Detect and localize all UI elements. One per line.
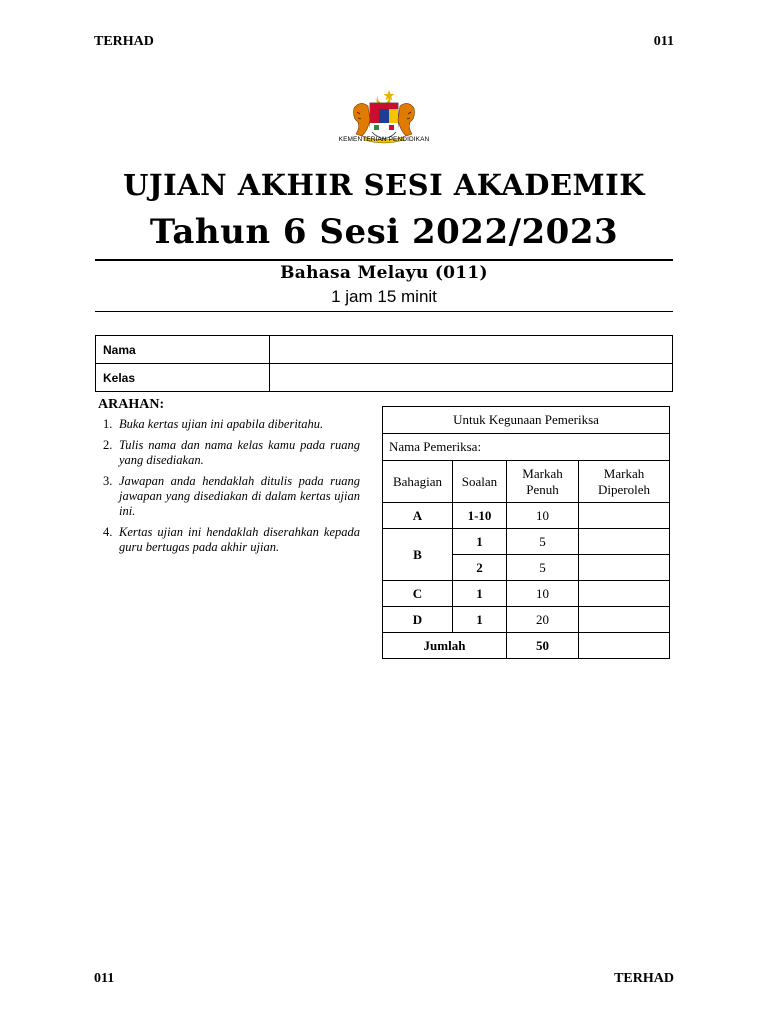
obtained-marks-cell[interactable] (579, 503, 670, 529)
total-obtained-marks[interactable] (579, 633, 670, 659)
table-row (383, 607, 670, 633)
obtained-marks-cell[interactable] (579, 555, 670, 581)
instruction-number: 4. (103, 525, 113, 539)
full-marks-cell: 5 (507, 529, 579, 555)
class-label: Kelas (96, 364, 270, 392)
section-cell: D (383, 607, 453, 633)
section-cell: B (383, 529, 453, 581)
obtained-marks-cell[interactable] (579, 529, 670, 555)
examiner-table (382, 406, 670, 659)
section-cell: C (383, 581, 453, 607)
instructions-heading: ARAHAN: (98, 397, 165, 412)
class-field[interactable] (270, 364, 673, 392)
question-cell: 1 (453, 607, 507, 633)
student-class-row (96, 364, 673, 392)
header-paper-code: 011 (653, 34, 674, 49)
col-header-full-marks: Markah Penuh (507, 461, 579, 503)
name-label: Nama (96, 336, 270, 364)
full-marks-cell: 10 (507, 503, 579, 529)
instruction-item (98, 474, 360, 519)
question-cell: 1-10 (453, 503, 507, 529)
instruction-text: Tulis nama dan nama kelas kamu pada ruang yang disediakan. (119, 438, 360, 467)
instruction-item (98, 525, 360, 555)
examiner-name-label[interactable]: Nama Pemeriksa: (383, 434, 670, 461)
examiner-table-header (383, 461, 670, 503)
full-marks-cell: 20 (507, 607, 579, 633)
question-cell: 1 (453, 581, 507, 607)
divider-top (95, 259, 673, 261)
student-info-table (95, 335, 673, 392)
exam-title: UJIAN AKHIR SESI AKADEMIK (123, 168, 645, 202)
full-marks-cell: 5 (507, 555, 579, 581)
col-header-question: Soalan (453, 461, 507, 503)
instructions-list (98, 417, 360, 555)
student-name-row (96, 336, 673, 364)
instructions (98, 397, 360, 561)
instruction-number: 1. (103, 417, 113, 431)
divider-bottom (95, 311, 673, 312)
instruction-text: Buka kertas ujian ini apabila diberitahu. (119, 417, 324, 431)
full-marks-cell: 10 (507, 581, 579, 607)
col-header-obtained-marks: Markah Diperoleh (579, 461, 670, 503)
question-cell: 1 (453, 529, 507, 555)
instruction-text: Jawapan anda hendaklah ditulis pada ruang jawapan yang disediakan di dalam kertas ujian ini. (119, 474, 360, 518)
logo-caption: KEMENTERIAN PENDIDIKAN (338, 136, 430, 143)
question-cell: 2 (453, 555, 507, 581)
exam-subject: Bahasa Melayu (011) (280, 263, 488, 283)
instruction-item (98, 438, 360, 468)
examiner-table-title: Untuk Kegunaan Pemeriksa (383, 407, 670, 434)
instruction-text: Kertas ujian ini hendaklah diserahkan kepada guru bertugas pada akhir ujian. (119, 525, 360, 554)
col-header-section: Bahagian (383, 461, 453, 503)
instruction-item (98, 417, 360, 432)
obtained-marks-cell[interactable] (579, 607, 670, 633)
table-row (383, 529, 670, 555)
instruction-number: 3. (103, 474, 113, 488)
total-full-marks: 50 (507, 633, 579, 659)
total-row (383, 633, 670, 659)
total-label: Jumlah (383, 633, 507, 659)
table-row (383, 503, 670, 529)
instruction-number: 2. (103, 438, 113, 452)
footer-classification: TERHAD (614, 971, 674, 986)
footer-paper-code: 011 (94, 971, 115, 986)
name-field[interactable] (270, 336, 673, 364)
exam-year-session: Tahun 6 Sesi 2022/2023 (149, 212, 619, 252)
section-cell: A (383, 503, 453, 529)
exam-duration: 1 jam 15 minit (331, 287, 437, 306)
header-classification: TERHAD (94, 34, 154, 49)
obtained-marks-cell[interactable] (579, 581, 670, 607)
table-row (383, 581, 670, 607)
